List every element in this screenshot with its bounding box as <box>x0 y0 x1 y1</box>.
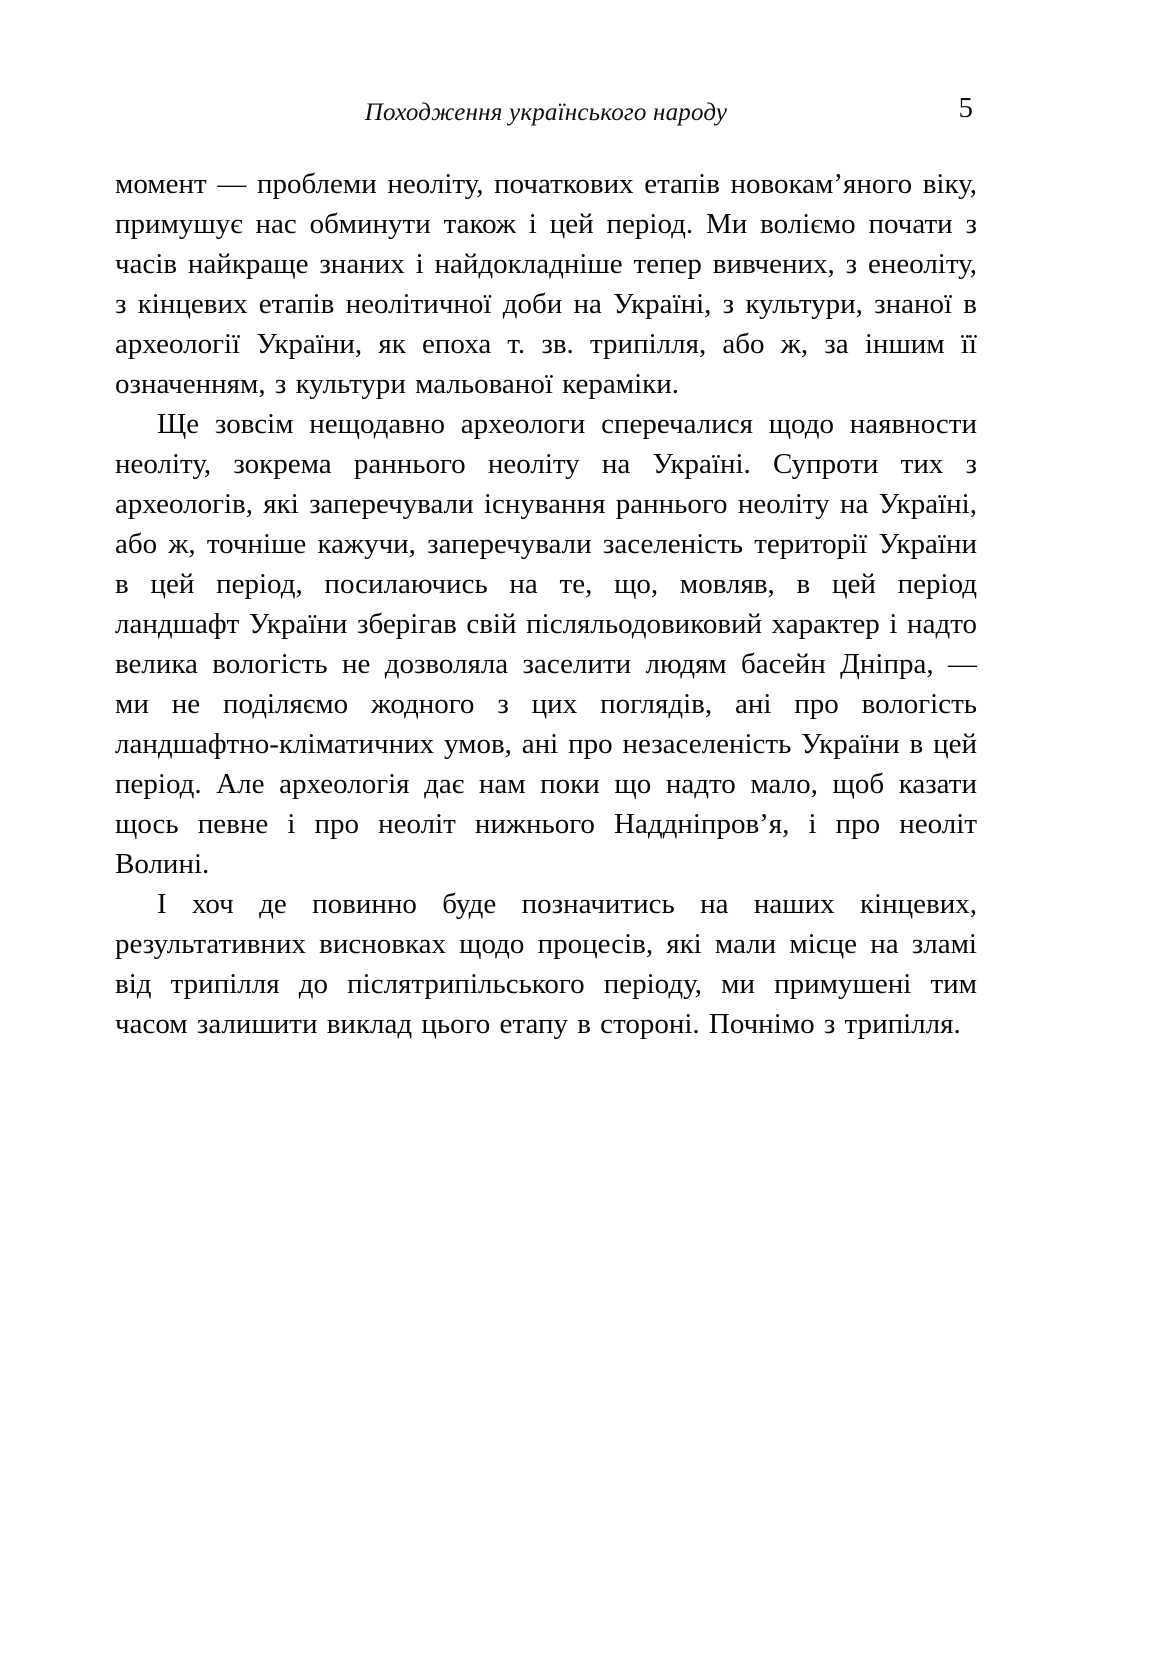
paragraph: І хоч де повинно буде позначитись на наших кінцевих, результативних висновках щодо процесів, які мали місце на зламі від трипілля до післятрипільського періоду, ми примушені тим часом залишити виклад цього етапу в стороні. Почнімо з трипілля. <box>115 888 977 1040</box>
paragraph-continuation: момент — проблеми неоліту, початкових етапів новокам’яного віку, примушує нас обминути також і цей період. Ми воліємо почати з часів найкраще знаних і найдокладніше тепер вивчених, з енеоліту, з кінцевих етапів неолітичної доби на Україні, з культури, знаної в археології України, як епоха т. зв. трипілля, або ж, за іншим її означенням, з культури мальованої кераміки. <box>115 168 977 400</box>
page-number: 5 <box>958 92 973 124</box>
running-header-title: Походження українського народу <box>364 99 728 126</box>
running-header <box>115 92 977 142</box>
text-column <box>115 92 977 1044</box>
page-body <box>115 164 977 1044</box>
paragraph: Ще зовсім нещодавно археологи сперечалися щодо наявности неоліту, зокрема раннього неоліту на Україні. Супроти тих з археологів, які заперечували існування раннього неоліту на Україні, або ж, точніше кажучи, заперечували заселеність території України в цей період, посилаючись на те, що, мовляв, в цей період ландшафт України зберігав свій післяльодовиковий характер і надто велика вологість не дозволяла заселити людям басейн Дніпра, — ми не поділяємо жодного з цих поглядів, ані про вологість ландшафтно-кліматичних умов, ані про незаселеність України в цей період. Але археологія дає нам поки що надто мало, щоб казати щось певне і про неоліт нижнього Наддніпров’я, і про неоліт Волині. <box>115 408 977 880</box>
